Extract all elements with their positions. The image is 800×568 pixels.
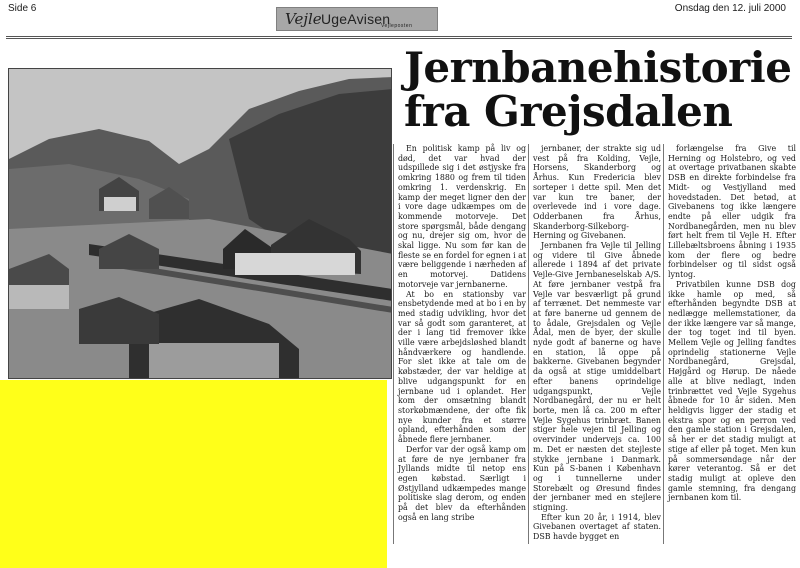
paragraph: Jernbanen fra Vejle til Jelling og videre til Give åbnede allerede i 1894 af det private Vejle-Give Jernbaneselskab A/S. At føre jernbaner vestpå fra Vejle var besværligt på grund af terrænet. Det nemmeste var at føre banerne ud gennem de to ådale, Grejsdalen og Vejle Ådal, men de byer, der skulle nyde godt af banerne og have en station, lå oppe på bakkerne. Givebanen begynder da også at stige umiddelbart efter banens oprindelige udgangspunkt, Vejle Nordbanegård, der nu er helt borte, men lå ca. 200 m efter Vejle Sygehus trinbræt. Banen stiger hele vejen til Jelling og overvinder undervejs ca. 100 m. Det er næsten det stejleste stykke jernbane i Danmark. Kun på S-banen i København og i tunnellerne under Storebælt og Øresund findes der jernbaner med en stejlere stigning. (533, 241, 661, 513)
page-number: Side 6 (8, 3, 37, 14)
paragraph: Efter kun 20 år, i 1914, blev Givebanen overtaget af staten. DSB havde bygget en (533, 512, 661, 542)
paragraph: Privatbilen kunne DSB dog ikke hamle op med, så efterhånden begyndte DSB at nedlægge mellemstationer, da der ikke længere var så mange, der tog toget ind til byen. Mellem Vejle og Jelling fandtes oprindelig stationerne Vejle Nordbanegård, Grejsdal, Højgård og Hørup. De nåede alle at blive nedlagt, inden trinbrættet ved Vejle Sygehus åbnede for 10 år siden. Men heldigvis ligger der stadig et ekstra spor og en perron ved den gamle station i Grejsdalen, så her er det stadig muligt at stige af eller på toget. Men kun på sommersøndage når der kører veterantog. Så er det stadig muligt at opleve den gamle stemning, fra dengang jernbanen kom til. (668, 279, 796, 503)
column-divider (528, 144, 529, 544)
paper-name: UgeAvisen (321, 11, 391, 27)
column-divider (663, 144, 664, 544)
vejle-logo: Vejle (285, 10, 322, 28)
headline-line-2: fra Grejsdalen (404, 87, 733, 136)
issue-date: Onsdag den 12. juli 2000 (674, 3, 786, 14)
headline-line-1: Jernbanehistorie (404, 43, 792, 92)
header-rule-thin (6, 38, 792, 39)
village-landscape-image (9, 69, 392, 379)
column-divider (393, 144, 394, 544)
highlight-block (0, 380, 387, 568)
masthead (276, 7, 438, 31)
article-column-1 (398, 144, 526, 522)
paragraph: forlængelse fra Give til Herning og Holstebro, og ved at overtage privatbanen skabte DSB en direkte forbindelse fra Midt- og Vestjylland med hovedstaden. Det betød, at Givebanens tog ikke længere endte på eller udgik fra Nordbanegården, men nu blev ført helt frem til Vejle H. Efter Lillebæltsbroens åbning i 1935 kom der flere og bedre forbindelser og til sidst også lyntog. (668, 144, 796, 280)
article-column-2 (533, 144, 661, 542)
paragraph: Derfor var der også kamp om at føre de nye jernbaner fra Jyllands midte til netop ens egen købstad. Særligt i Østjylland udkæmpedes mange politiske slag derom, og enden på det blev da efterhånden også en lang stribe (398, 444, 526, 522)
grejsdalen-station-photo (8, 68, 392, 379)
paragraph: En politisk kamp på liv og død, det var hvad der udspillede sig i det østjyske fra omkring 1880 og frem til tiden omkring 1. verdenskrig. En kamp der meget ligner den der i vore dage udkæmpes om de kommende motorveje. Det store spørgsmål, både dengang og nu, drejer sig om, hvor de skal ligge. Nu som før kan de fleste se en fordel for egnen i at være beliggende i nærheden af en motorvej. Datidens motorveje var jernbanerne. (398, 144, 526, 289)
paragraph: At bo en stationsby var ensbetydende med at bo i en by med stadig udvikling, hvor det var så godt som garanteret, at der i lang tid fremover ikke ville være arbejdsløshed blandt håndværkere og handlende. For slet ikke at tale om de købstæder, der var heldige at blive udgangspunkt for en jernbane ud i oplandet. Her kom der omsætning blandt storkøbmændene, der ofte fik nye kunder fra et større opland, efterhånden som der åbnede flere jernbaner. (398, 289, 526, 445)
article-column-3 (668, 144, 796, 503)
paragraph: jernbaner, der strakte sig ud vest på fra Kolding, Vejle, Horsens, Skanderborg og Århus. Kun Fredericia blev sorteper i dette spil. Men det var kun tre baner, der overlevede ind i vore dage. Odderbanen fra Århus, Skanderborg-Silkeborg-Herning og Givebanen. (533, 144, 661, 241)
header-rule (6, 36, 792, 37)
headline (404, 43, 794, 136)
paper-tagline: Vejleposten (381, 23, 413, 29)
